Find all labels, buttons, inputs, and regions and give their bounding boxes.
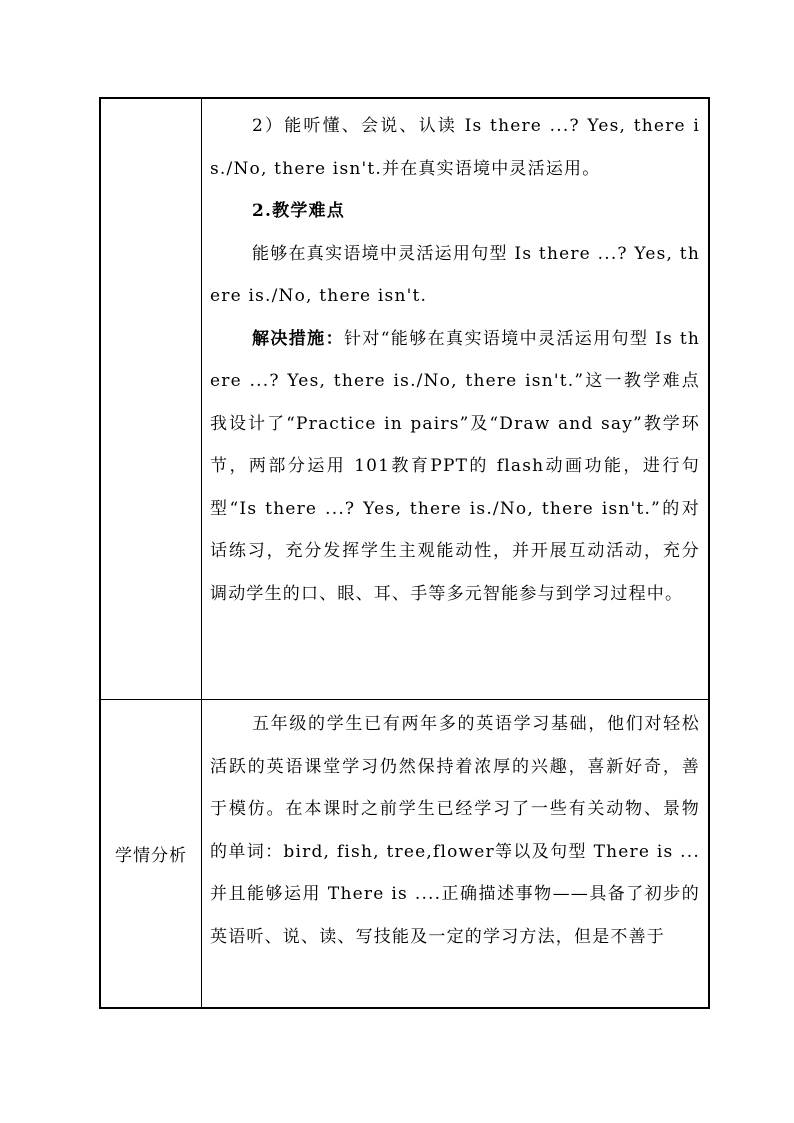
difficulty-heading: 2.教学难点: [252, 201, 345, 221]
student-analysis-text: 五年级的学生已有两年多的英语学习基础，他们对轻松活跃的英语课堂学习仍然保持着浓厚的兴趣，喜新好奇，善于模仿。在本课时之前学生已经学习了一些有关动物、景物的单词：bird, fish, tree,flower等以及句型 There is ...并且能够运用 There is ....正确描述事物——具备了初步的英语听、说、读、写技能及一定的学习方法，但是不善于: [210, 714, 700, 947]
table-row: [100, 700, 709, 1009]
measure-text: 针对“能够在真实语境中灵活运用句型 Is there ...? Yes, there is./No, there isn't.”这一教学难点我设计了“Practice in pairs”及“Draw and say”教学环节，两部分运用 101教育PPT的 flash动画功能，进行句型“Is there ...? Yes, there is./No, there isn't.”的对话练习，充分发挥学生主观能动性，并开展互动活动，充分调动学生的口、眼、耳、手等多元智能参与到学习过程中。: [210, 328, 701, 604]
objective-2-text: 2）能听懂、会说、认读 Is there ...? Yes, there is./No, there isn't.并在真实语境中灵活运用。: [210, 116, 700, 179]
student-analysis-label: 学情分析: [100, 700, 202, 1009]
measure-paragraph: [210, 318, 700, 616]
table-row: [100, 98, 709, 700]
lesson-plan-table: [99, 97, 710, 1009]
student-analysis-cell: [202, 700, 710, 1009]
objectives-cell: [202, 98, 710, 700]
row-label-empty: [100, 98, 202, 700]
measure-label: 解决措施：: [252, 328, 344, 349]
difficulty-text: 能够在真实语境中灵活运用句型 Is there ...? Yes, there is./No, there isn't.: [210, 243, 700, 306]
